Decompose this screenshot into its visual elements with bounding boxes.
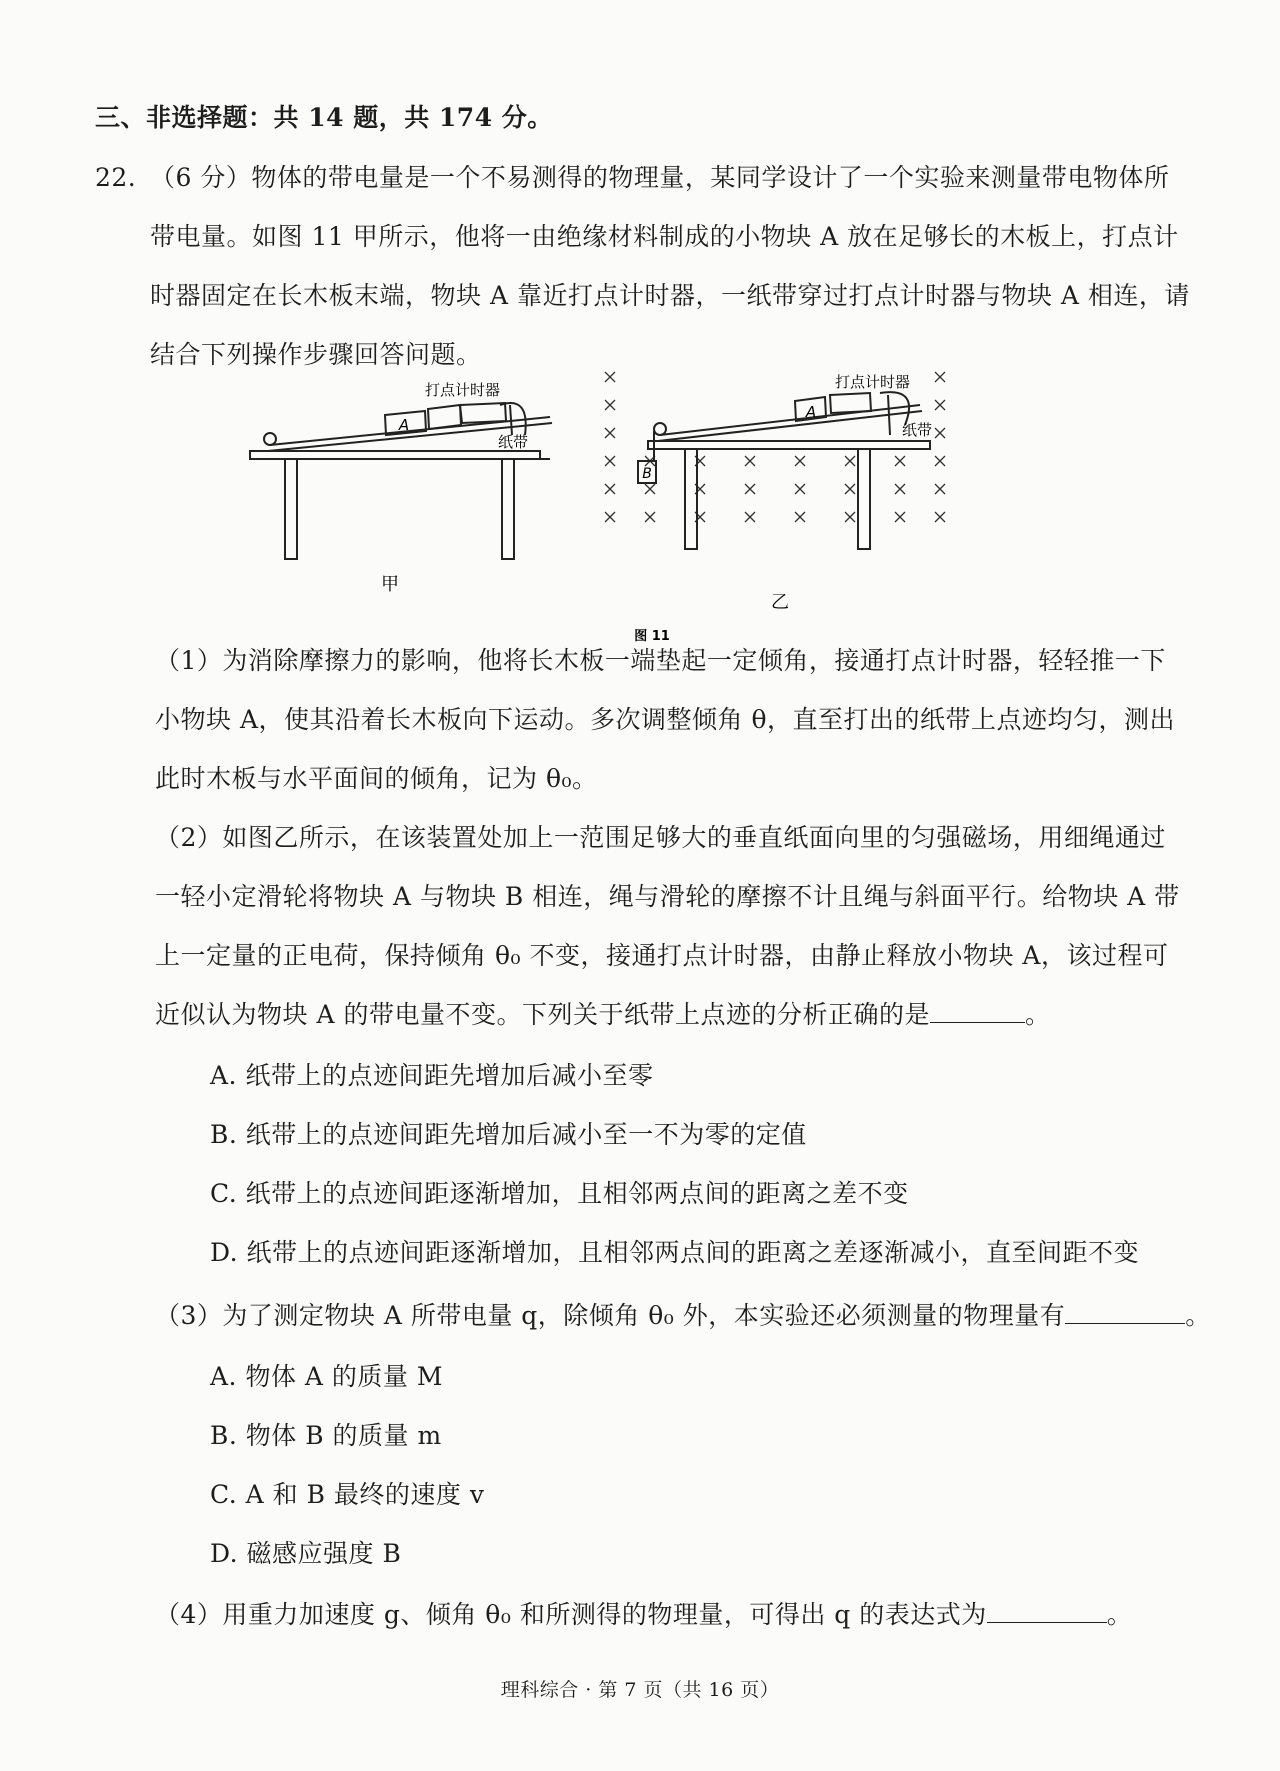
stem-line-2: 带电量。如图 11 甲所示，他将一由绝缘材料制成的小物块 A 放在足够长的木板上，打点计 (150, 222, 1179, 251)
part4-end: 。 (1106, 1600, 1133, 1629)
tape-label-right: 纸带 (902, 421, 933, 439)
part2-option-d: D. 纸带上的点迹间距逐渐增加，且相邻两点间的距离之差逐渐减小，直至间距不变 (210, 1238, 1140, 1267)
answer-blank-2[interactable] (930, 1000, 1025, 1023)
tape-label-left: 纸带 (498, 433, 529, 451)
timer-label-right: 打点计时器 (835, 373, 911, 391)
part3-end: 。 (1185, 1301, 1211, 1330)
apparatus-right (638, 392, 933, 549)
part1-line-1: （1）为消除摩擦力的影响，他将长木板一端垫起一定倾角，接通打点计时器，轻轻推一下 (155, 646, 1166, 675)
question-number: 22. (95, 163, 137, 192)
part3-option-d: D. 磁感应强度 B (210, 1539, 402, 1568)
label-jia: 甲 (381, 574, 399, 595)
part1-line-2: 小物块 A，使其沿着长木板向下运动。多次调整倾角 θ，直至打出的纸带上点迹均匀，测出 (155, 705, 1176, 734)
magnetic-field-crosses (605, 372, 945, 522)
part2-line-4 (155, 997, 1050, 1033)
timer-right (830, 393, 871, 413)
answer-blank-4[interactable] (987, 1600, 1107, 1623)
part2-option-c: C. 纸带上的点迹间距逐渐增加，且相邻两点间的距离之差不变 (210, 1179, 909, 1208)
stem-line-4: 结合下列操作步骤回答问题。 (150, 340, 482, 369)
part3-option-c: C. A 和 B 最终的速度 v (210, 1480, 485, 1509)
block-b-label: B (642, 466, 652, 482)
part2-line-2: 一轻小定滑轮将物块 A 与物块 B 相连，绳与滑轮的摩擦不计且绳与斜面平行。给物块 A 带 (155, 882, 1180, 911)
block-a-label-left: A (398, 416, 410, 434)
section-heading: 三、非选择题：共 14 题，共 174 分。 (95, 103, 553, 132)
part4-line-text: （4）用重力加速度 g、倾角 θ₀ 和所测得的物理量，可得出 q 的表达式为 (155, 1600, 987, 1629)
part3-option-a: A. 物体 A 的质量 M (210, 1362, 443, 1391)
part1-line-3: 此时木板与水平面间的倾角，记为 θ₀。 (155, 764, 598, 793)
part3-line-text: （3）为了测定物块 A 所带电量 q，除倾角 θ₀ 外，本实验还必须测量的物理量有 (155, 1301, 1066, 1330)
page-footer: 理科综合 · 第 7 页（共 16 页） (500, 1679, 780, 1701)
pulley-right-icon (654, 423, 666, 435)
part3-option-b: B. 物体 B 的质量 m (210, 1421, 442, 1450)
part2-line-3: 上一定量的正电荷，保持倾角 θ₀ 不变，接通打点计时器，由静止释放小物块 A，该过程可 (155, 941, 1169, 970)
figure-caption: 图 11 (634, 629, 670, 644)
part2-end: 。 (1024, 1000, 1051, 1029)
timer-left (428, 405, 461, 429)
block-a-label-right: A (805, 403, 817, 421)
stem-line-3: 时器固定在长木板末端，物块 A 靠近打点计时器，一纸带穿过打点计时器与物块 A 相连，请 (150, 281, 1190, 310)
part2-option-b: B. 纸带上的点迹间距先增加后减小至一不为零的定值 (210, 1120, 807, 1149)
figure-11 (230, 373, 1090, 645)
part3-line (155, 1298, 1211, 1334)
part4-line (155, 1597, 1132, 1633)
pulley-icon (264, 433, 276, 445)
answer-blank-3[interactable] (1065, 1301, 1185, 1324)
part2-line-1: （2）如图乙所示，在该装置处加上一范围足够大的垂直纸面向里的匀强磁场，用细绳通过 (155, 823, 1166, 852)
label-yi: 乙 (771, 592, 789, 613)
timer-label-left: 打点计时器 (425, 381, 501, 399)
part2-option-a: A. 纸带上的点迹间距先增加后减小至零 (210, 1061, 654, 1090)
part2-line-4-text: 近似认为物块 A 的带电量不变。下列关于纸带上点迹的分析正确的是 (155, 1000, 930, 1029)
stem-line-1: （6 分）物体的带电量是一个不易测得的物理量，某同学设计了一个实验来测量带电物体所 (150, 163, 1170, 192)
